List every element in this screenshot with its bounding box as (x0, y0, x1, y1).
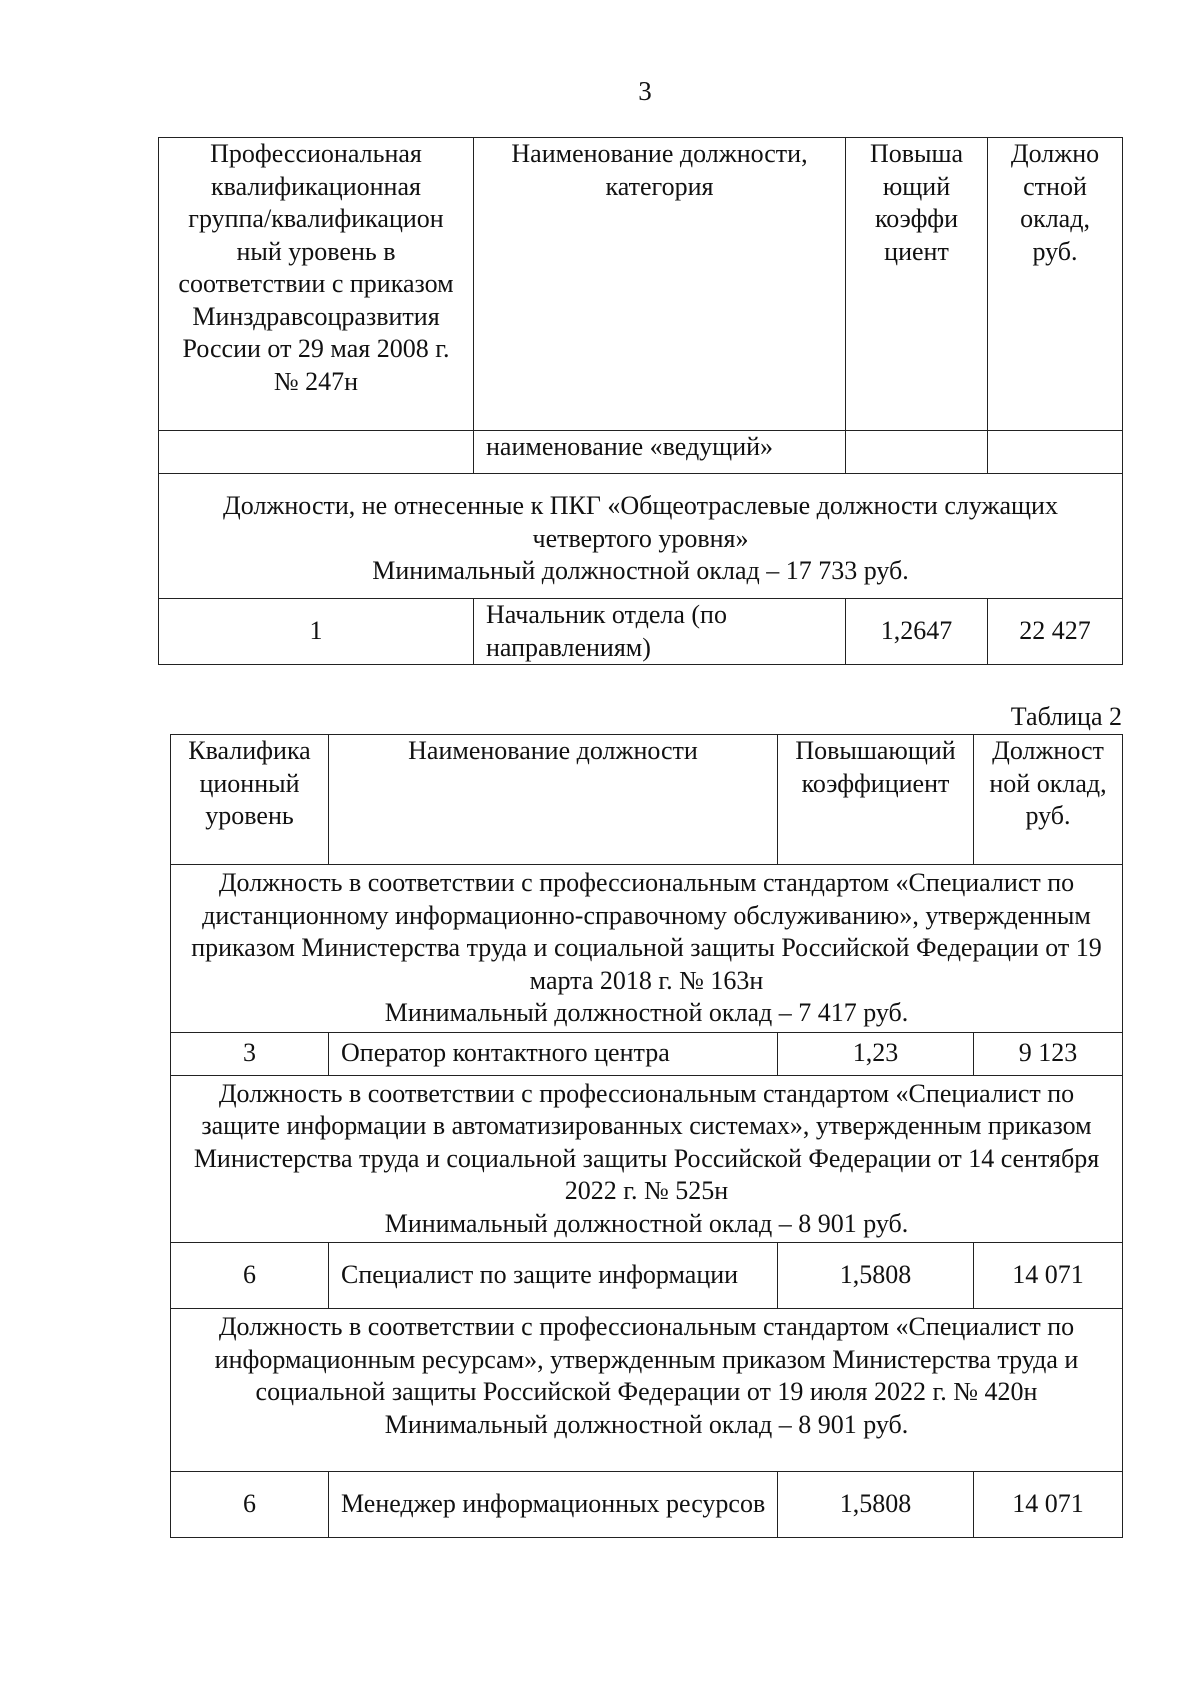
coefficient-value: 1,2647 (846, 599, 988, 665)
section-title: Должности, не отнесенные к ПКГ «Общеотраслевые должности служащих четвертого уровня» (223, 491, 1058, 553)
table2-section-row (171, 865, 1123, 1033)
qualification-level: 6 (171, 1472, 329, 1538)
table2-header-salary: Должност ной оклад, руб. (974, 735, 1123, 865)
table2-caption: Таблица 2 (1010, 702, 1122, 731)
table1-header-pkg: Профессиональная квалификационная группа/квалификацион ный уровень в соответствии с приказом Минздравсоцразвития России от 29 мая 2008 г. № 247н (159, 138, 474, 431)
salary-value: 14 071 (974, 1243, 1123, 1309)
qualification-level: 6 (171, 1243, 329, 1309)
section-title: Должность в соответствии с профессиональным стандартом «Специалист по защите информации в автоматизированных системах», утвержденным приказом Министерства труда и социальной защиты Российской Федерации от 14 сентября 2022 г. № 525н (193, 1078, 1100, 1205)
table2-header-row (171, 735, 1123, 865)
table2-header-coefficient: Повышающий коэффициент (778, 735, 974, 865)
salary-table-1 (158, 137, 1123, 665)
position-name: Специалист по защите информации (329, 1243, 778, 1309)
table-cell (159, 431, 474, 474)
table1-section-row (159, 474, 1123, 599)
table-row (171, 1032, 1123, 1075)
position-name: Оператор контактного центра (329, 1032, 778, 1075)
section-title: Должность в соответствии с профессиональным стандартом «Специалист по информационным ресурсам», утвержденным приказом Министерства труда и социальной защиты Российской Федерации от 19 июля 2022 г. № 420н (214, 1312, 1079, 1406)
table1-header-row (159, 138, 1123, 431)
table2-header-position: Наименование должности (329, 735, 778, 865)
table1-header-position: Наименование должности, категория (474, 138, 846, 431)
qualification-level: 1 (159, 599, 474, 665)
table1-continuation-row (159, 431, 1123, 474)
table2-header-level: Квалифика ционный уровень (171, 735, 329, 865)
section-min-salary: Минимальный должностной оклад – 7 417 руб. (384, 998, 909, 1027)
salary-value: 9 123 (974, 1032, 1123, 1075)
table-cell (988, 431, 1123, 474)
table1-header-salary: Должно стной оклад, руб. (988, 138, 1123, 431)
section-heading (171, 1309, 1123, 1472)
table-row (171, 1243, 1123, 1309)
section-min-salary: Минимальный должностной оклад – 17 733 руб. (372, 556, 909, 585)
table-row (159, 599, 1123, 665)
coefficient-value: 1,5808 (778, 1243, 974, 1309)
section-heading (171, 1075, 1123, 1243)
table-cell: наименование «ведущий» (474, 431, 846, 474)
table2-section-row (171, 1309, 1123, 1472)
section-min-salary: Минимальный должностной оклад – 8 901 руб. (384, 1208, 909, 1238)
table-row (171, 1472, 1123, 1538)
salary-value: 14 071 (974, 1472, 1123, 1538)
qualification-level: 3 (171, 1032, 329, 1075)
section-title: Должность в соответствии с профессиональным стандартом «Специалист по дистанционному информационно-справочному обслуживанию», утвержденным приказом Министерства труда и социальной защиты Российской Федерации от 19 марта 2018 г. № 163н (191, 868, 1102, 995)
page-number: 3 (638, 76, 652, 106)
salary-table-2 (170, 734, 1123, 1538)
table1-header-coefficient: Повыша ющий коэффи циент (846, 138, 988, 431)
section-heading (159, 474, 1123, 599)
coefficient-value: 1,23 (778, 1032, 974, 1075)
position-name: Начальник отдела (по направлениям) (474, 599, 846, 665)
salary-value: 22 427 (988, 599, 1123, 665)
position-name: Менеджер информационных ресурсов (329, 1472, 778, 1538)
coefficient-value: 1,5808 (778, 1472, 974, 1538)
section-min-salary: Минимальный должностной оклад – 8 901 руб. (384, 1409, 909, 1439)
table2-section-row (171, 1075, 1123, 1243)
section-heading (171, 865, 1123, 1033)
table-cell (846, 431, 988, 474)
